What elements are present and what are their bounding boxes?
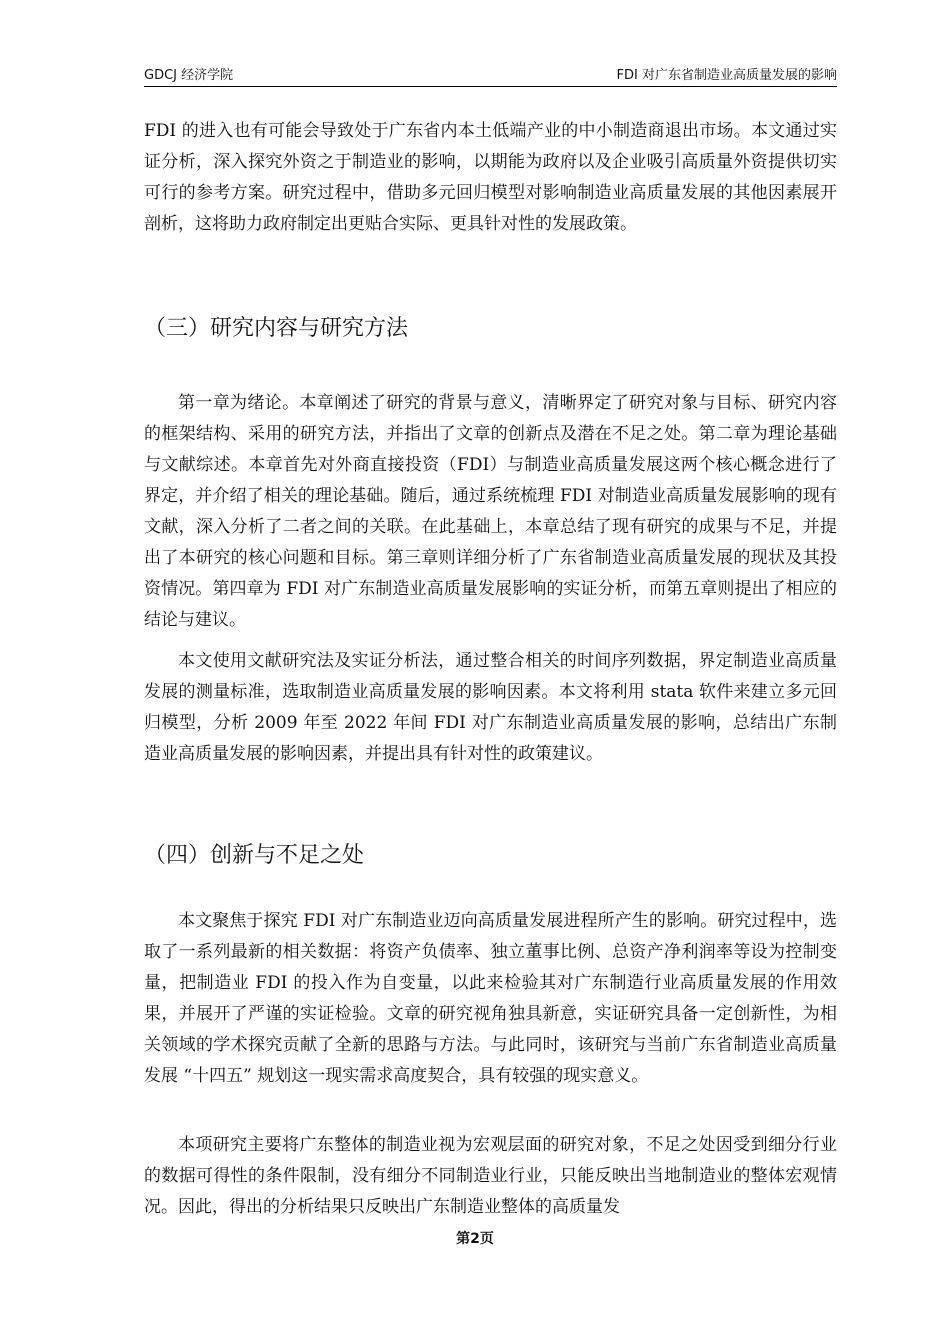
section-4-title: （四）创新与不足之处 bbox=[144, 843, 365, 868]
section-3-title: （三）研究内容与研究方法 bbox=[144, 316, 409, 341]
header-left: GDCJ 经济学院 bbox=[144, 68, 234, 83]
section-3-paragraph-2: 本文使用文献研究法及实证分析法，通过整合相关的时间序列数据，界定制造业高质量发展的测量标准，选取制造业高质量发展的影响因素。本文将利用 stata 软件来建立多元回归模型，分析 2009 年至 2022 年间 FDI 对广东制造业高质量发展的影响，总结出广东制造业高质量发展的影响因素，并提出具有针对性的政策建议。 bbox=[144, 651, 837, 764]
header-right: FDI 对广东省制造业高质量发展的影响 bbox=[616, 68, 837, 83]
section-3-paragraph-1: 第一章为绪论。本章阐述了研究的背景与意义，清晰界定了研究对象与目标、研究内容的框架结构、采用的研究方法，并指出了文章的创新点及潜在不足之处。第二章为理论基础与文献综述。本章首先对外商直接投资（FDI）与制造业高质量发展这两个核心概念进行了界定，并介绍了相关的理论基础。随后，通过系统梳理 FDI 对制造业高质量发展影响的现有文献，深入分析了二者之间的关联。在此基础上，本章总结了现有研究的成果与不足，并提出了本研究的核心问题和目标。第三章则详细分析了广东省制造业高质量发展的现状及其投资情况。第四章为 FDI 对广东制造业高质量发展影响的实证分析，而第五章则提出了相应的结论与建议。 bbox=[144, 393, 837, 630]
paragraph-intro: FDI 的进入也有可能会导致处于广东省内本土低端产业的中小制造商退出市场。本文通过实证分析，深入探究外资之于制造业的影响，以期能为政府以及企业吸引高质量外资提供切实可行的参考方案。研究过程中，借助多元回归模型对影响制造业高质量发展的其他因素展开剖析，这将助力政府制定出更贴合实际、更具针对性的发展政策。 bbox=[144, 121, 837, 234]
section-4-paragraph-1: 本文聚焦于探究 FDI 对广东制造业迈向高质量发展进程所产生的影响。研究过程中，选取了一系列最新的相关数据：将资产负债率、独立董事比例、总资产净利润率等设为控制变量，把制造业 FDI 的投入作为自变量，以此来检验其对广东制造行业高质量发展的作用效果，并展开了严谨的实证检验。文章的研究视角独具新意，实证研究具备一定创新性，为相关领域的学术探究贡献了全新的思路与方法。与此同时，该研究与当前广东省制造业高质量发展 “十四五” 规划这一现实需求高度契合，具有较强的现实意义。 bbox=[144, 911, 837, 1086]
section-4-paragraph-2: 本项研究主要将广东整体的制造业视为宏观层面的研究对象，不足之处因受到细分行业的数据可得性的条件限制，没有细分不同制造业行业，只能反映出当地制造业的整体宏观情况。因此，得出的分析结果只反映出广东制造业整体的高质量发 bbox=[144, 1135, 837, 1217]
page-number: 第2页 bbox=[456, 1231, 494, 1247]
page-header bbox=[144, 66, 837, 87]
